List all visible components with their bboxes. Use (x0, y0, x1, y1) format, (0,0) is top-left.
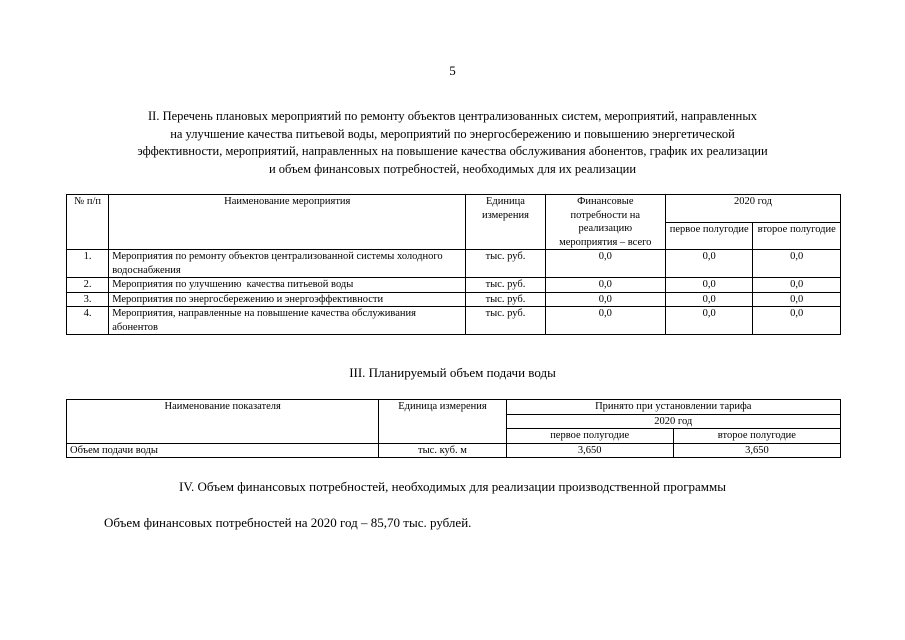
section2-title-line: на улучшение качества питьевой воды, мероприятий по энергосбережению и повышению энергетической (170, 126, 735, 141)
row-first-half: 0,0 (666, 278, 753, 293)
row-indicator: Объем подачи воды (67, 443, 379, 458)
row-first-half: 0,0 (666, 307, 753, 335)
header-unit: Единица измерения (466, 195, 545, 250)
page-number: 5 (449, 63, 456, 78)
row-activity-name: Мероприятия по энергосбережению и энергоэффективности (109, 292, 466, 307)
row-first-half: 0,0 (666, 292, 753, 307)
table-row (67, 443, 841, 458)
row-total: 0,0 (545, 307, 665, 335)
header-second-half: второе полугодие (753, 222, 841, 250)
row-total: 0,0 (545, 250, 665, 278)
table-row (67, 307, 841, 335)
table-row (67, 250, 841, 278)
row-first-half: 3,650 (506, 443, 673, 458)
row-activity-name: Мероприятия, направленные на повышение качества обслуживания абонентов (109, 307, 466, 335)
section2-title-line: эффективности, мероприятий, направленных на повышение качества обслуживания абонентов, график их реализации (137, 144, 768, 158)
row-second-half: 0,0 (753, 278, 841, 293)
header-accepted-tariff: Принято при установлении тарифа (506, 400, 840, 415)
header-financial-needs: Финансовые потребности на реализацию мероприятия – всего (545, 195, 665, 250)
row-unit: тыс. руб. (466, 292, 545, 307)
header-activity-name: Наименование мероприятия (109, 195, 466, 250)
water-supply-table (66, 399, 841, 458)
section2-title-line: II. Перечень плановых мероприятий по ремонту объектов централизованных систем, мероприятий, направленных (148, 109, 757, 123)
header-first-half: первое полугодие (506, 429, 673, 444)
row-no: 4. (67, 307, 109, 335)
row-unit: тыс. руб. (466, 278, 545, 293)
header-year: 2020 год (506, 414, 840, 429)
section3-title: III. Планируемый объем подачи воды (349, 365, 556, 380)
table-header-row (67, 195, 841, 223)
header-first-half: первое полугодие (666, 222, 753, 250)
table-header-row (67, 400, 841, 415)
header-no: № п/п (67, 195, 109, 250)
row-second-half: 3,650 (673, 443, 840, 458)
row-second-half: 0,0 (753, 292, 841, 307)
row-unit: тыс. куб. м (379, 443, 506, 458)
row-unit: тыс. руб. (466, 307, 545, 335)
section2-title-line: и объем финансовых потребностей, необходимых для их реализации (268, 161, 637, 176)
header-year: 2020 год (666, 195, 841, 223)
row-no: 1. (67, 250, 109, 278)
row-first-half: 0,0 (666, 250, 753, 278)
row-activity-name: Мероприятия по ремонту объектов централизованной системы холодного водоснабжения (109, 250, 466, 278)
header-unit: Единица измерения (379, 400, 506, 444)
row-second-half: 0,0 (753, 250, 841, 278)
activities-table (66, 194, 841, 335)
financial-needs-total: Объем финансовых потребностей на 2020 год – 85,70 тыс. рублей. (104, 515, 472, 530)
section4-title: IV. Объем финансовых потребностей, необходимых для реализации производственной программы (179, 479, 726, 494)
row-total: 0,0 (545, 292, 665, 307)
row-no: 2. (67, 278, 109, 293)
header-indicator: Наименование показателя (67, 400, 379, 444)
table-row (67, 278, 841, 293)
row-second-half: 0,0 (753, 307, 841, 335)
header-second-half: второе полугодие (673, 429, 840, 444)
row-total: 0,0 (545, 278, 665, 293)
section2-title (60, 108, 845, 178)
row-no: 3. (67, 292, 109, 307)
row-activity-name: Мероприятия по улучшению качества питьевой воды (109, 278, 466, 293)
table-row (67, 292, 841, 307)
row-unit: тыс. руб. (466, 250, 545, 278)
